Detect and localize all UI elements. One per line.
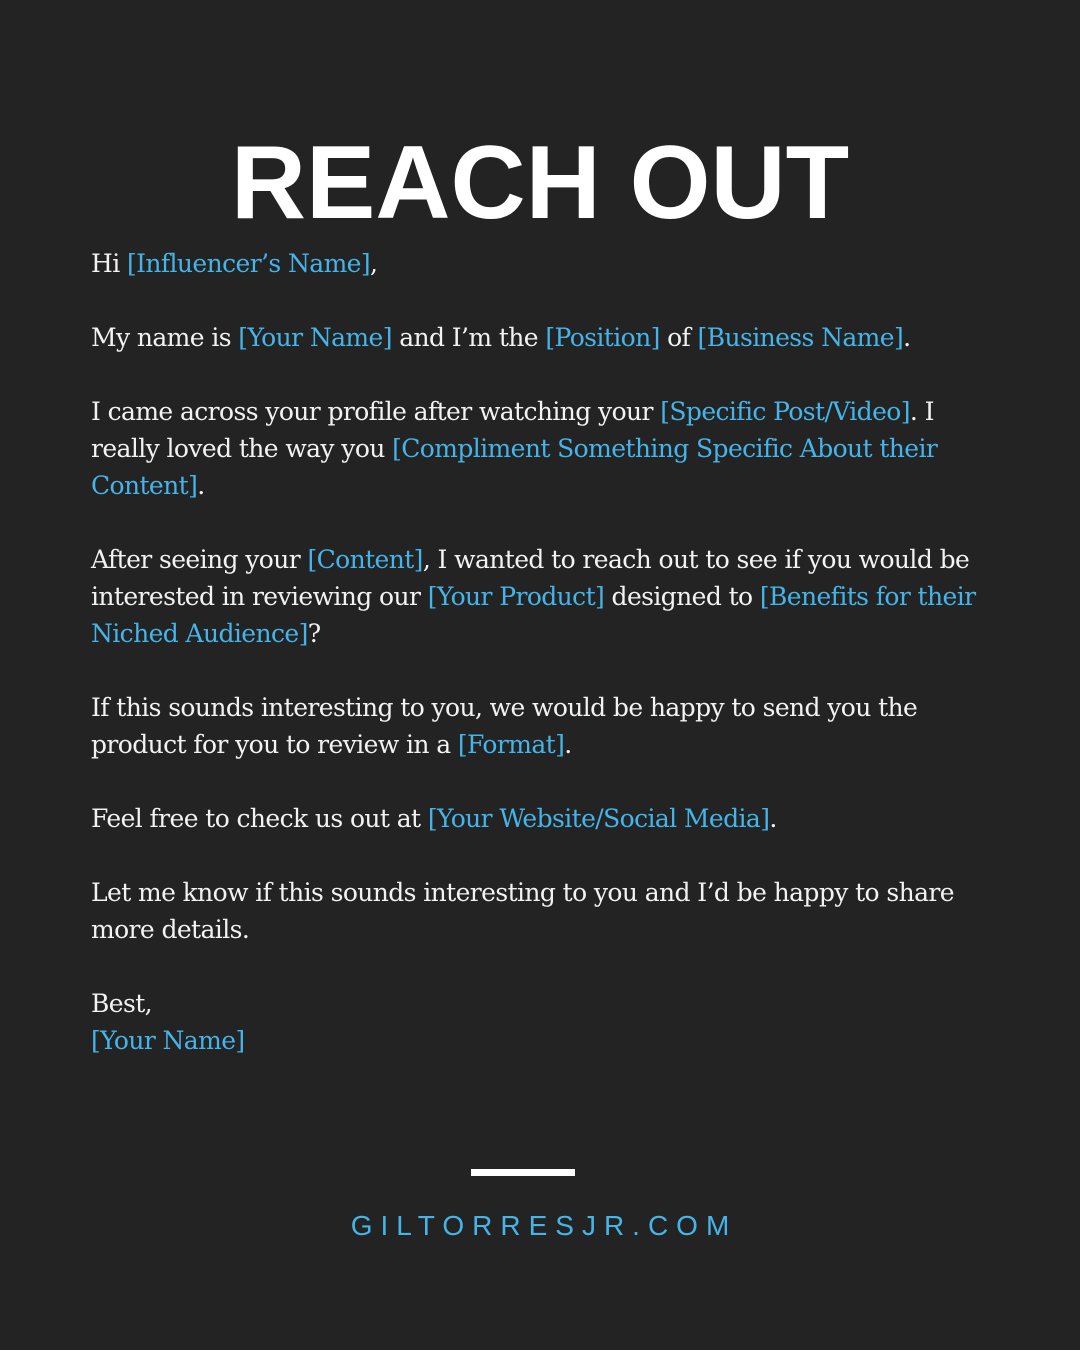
compliment-paragraph (91, 393, 991, 504)
text: designed to (604, 582, 760, 611)
placeholder-influencer-name: [Influencer’s Name] (126, 249, 371, 278)
text: . (197, 471, 205, 500)
text: Feel free to check us out at (91, 804, 428, 833)
website-link[interactable]: GILTORRESJR.COM (350, 1210, 738, 1241)
placeholder-format: [Format] (457, 730, 565, 759)
placeholder-position: [Position] (545, 323, 660, 352)
website-paragraph (91, 800, 991, 837)
closing-paragraph (91, 874, 991, 948)
text: I came across your profile after watching your (91, 397, 661, 426)
text: If this sounds interesting to you, we would be happy to send you the product for you to review in a (91, 693, 918, 759)
text: Let me know if this sounds interesting to you and I’d be happy to share more details. (91, 878, 954, 944)
text: , (370, 249, 378, 278)
placeholder-business-name: [Business Name] (697, 323, 904, 352)
text: ? (307, 619, 321, 648)
placeholder-content: [Content] (307, 545, 423, 574)
signoff (91, 985, 991, 1059)
placeholder-specific-post: [Specific Post/Video] (660, 397, 910, 426)
divider (471, 1169, 575, 1176)
placeholder-your-product: [Your Product] (427, 582, 605, 611)
greeting-paragraph (91, 245, 991, 282)
text: . I really loved the way you (91, 397, 934, 463)
text: My name is (91, 323, 239, 352)
text: Hi (91, 249, 127, 278)
placeholder-website: [Your Website/Social Media] (427, 804, 770, 833)
text: After seeing your (91, 545, 308, 574)
intro-paragraph (91, 319, 991, 356)
placeholder-compliment: [Compliment Something Specific About their Content] (91, 434, 938, 500)
placeholder-your-name: [Your Name] (238, 323, 392, 352)
text: . (564, 730, 572, 759)
text: . (903, 323, 911, 352)
text: . (769, 804, 777, 833)
text: of (659, 323, 698, 352)
offer-paragraph (91, 689, 991, 763)
placeholder-signature-name: [Your Name] (91, 1026, 245, 1055)
letter-body (91, 245, 991, 1096)
pitch-paragraph (91, 541, 991, 652)
signoff-text: Best, (91, 989, 152, 1018)
placeholder-benefits: [Benefits for their Niched Audience] (91, 582, 976, 648)
text: , I wanted to reach out to see if you would be interested in reviewing our (91, 545, 970, 611)
text: and I’m the (391, 323, 546, 352)
page-title: REACH OUT (230, 124, 850, 241)
